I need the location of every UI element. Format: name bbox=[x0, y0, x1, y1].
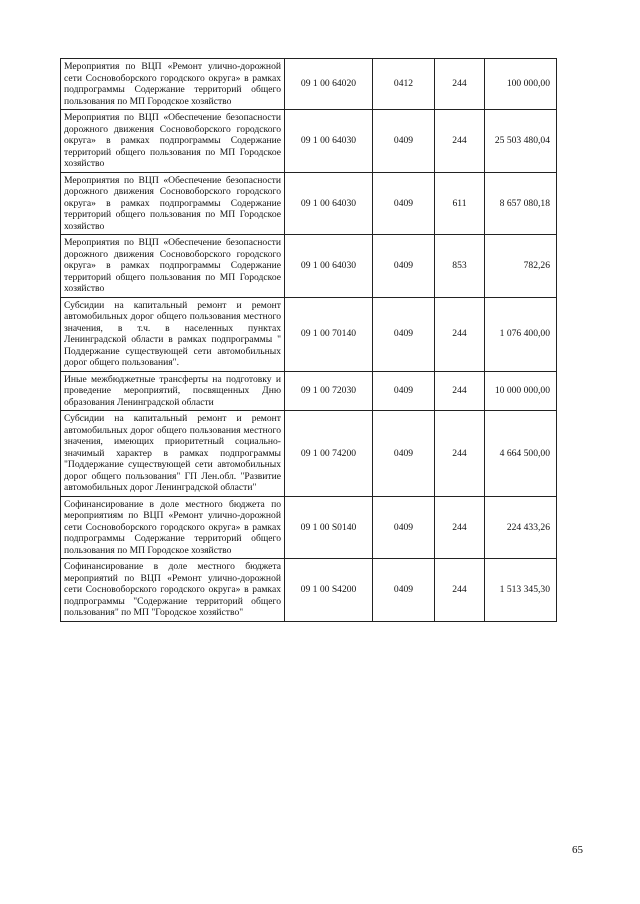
section-code: 0409 bbox=[373, 235, 435, 298]
budget-table bbox=[60, 58, 557, 622]
table-row bbox=[61, 59, 557, 110]
section-code: 0409 bbox=[373, 496, 435, 559]
expense-type-code: 244 bbox=[435, 59, 485, 110]
row-description: Иные межбюджетные трансферты на подготовку и проведение мероприятий, посвященных Дню образования Ленинградской области bbox=[61, 371, 285, 411]
table-row bbox=[61, 559, 557, 622]
target-article-code: 09 1 00 64030 bbox=[285, 235, 373, 298]
row-description: Мероприятия по ВЦП «Обеспечение безопасности дорожного движения Сосновоборского городского округа» в рамках подпрограммы Содержание территорий общего пользования по МП Городское хозяйство bbox=[61, 110, 285, 173]
row-description: Мероприятия по ВЦП «Обеспечение безопасности дорожного движения Сосновоборского городского округа» в рамках подпрограммы Содержание территорий общего пользования по МП Городское хозяйство bbox=[61, 172, 285, 235]
table-row bbox=[61, 110, 557, 173]
amount-value: 224 433,26 bbox=[485, 496, 557, 559]
amount-value: 25 503 480,04 bbox=[485, 110, 557, 173]
target-article-code: 09 1 00 64030 bbox=[285, 110, 373, 173]
table-row bbox=[61, 172, 557, 235]
expense-type-code: 611 bbox=[435, 172, 485, 235]
amount-value: 10 000 000,00 bbox=[485, 371, 557, 411]
table-row bbox=[61, 496, 557, 559]
section-code: 0409 bbox=[373, 110, 435, 173]
expense-type-code: 244 bbox=[435, 496, 485, 559]
expense-type-code: 244 bbox=[435, 371, 485, 411]
row-description: Софинансирование в доле местного бюджета по мероприятиям по ВЦП «Ремонт улично-дорожной сети Сосновоборского городского округа» в рамках подпрограммы Содержание территорий общего пользования по МП Городское хозяйство bbox=[61, 496, 285, 559]
amount-value: 100 000,00 bbox=[485, 59, 557, 110]
expense-type-code: 244 bbox=[435, 297, 485, 371]
target-article-code: 09 1 00 64030 bbox=[285, 172, 373, 235]
table-row bbox=[61, 235, 557, 298]
row-description: Субсидии на капитальный ремонт и ремонт автомобильных дорог общего пользования местного значения, в т.ч. в населенных пунктах Ленинградской области в рамках подпрограммы " Поддержание существующей сети автомобильных дорог общего пользования". bbox=[61, 297, 285, 371]
row-description: Мероприятия по ВЦП «Обеспечение безопасности дорожного движения Сосновоборского городского округа» в рамках подпрограммы Содержание территорий общего пользования по МП Городское хозяйство bbox=[61, 235, 285, 298]
target-article-code: 09 1 00 70140 bbox=[285, 297, 373, 371]
page-number: 65 bbox=[572, 844, 583, 856]
amount-value: 782,26 bbox=[485, 235, 557, 298]
table-row bbox=[61, 411, 557, 497]
expense-type-code: 244 bbox=[435, 110, 485, 173]
target-article-code: 09 1 00 64020 bbox=[285, 59, 373, 110]
section-code: 0409 bbox=[373, 371, 435, 411]
expense-type-code: 244 bbox=[435, 559, 485, 622]
row-description: Мероприятия по ВЦП «Ремонт улично-дорожной сети Сосновоборского городского округа» в рамках подпрограммы Содержание территорий общего пользования по МП Городское хозяйство bbox=[61, 59, 285, 110]
expense-type-code: 853 bbox=[435, 235, 485, 298]
target-article-code: 09 1 00 S4200 bbox=[285, 559, 373, 622]
section-code: 0409 bbox=[373, 411, 435, 497]
target-article-code: 09 1 00 72030 bbox=[285, 371, 373, 411]
amount-value: 1 513 345,30 bbox=[485, 559, 557, 622]
section-code: 0409 bbox=[373, 172, 435, 235]
amount-value: 8 657 080,18 bbox=[485, 172, 557, 235]
row-description: Софинансирование в доле местного бюджета мероприятий по ВЦП «Ремонт улично-дорожной сети Сосновоборского городского округа» в рамках подпрограммы "Содержание территорий общего пользования" по МП "Городское хозяйство" bbox=[61, 559, 285, 622]
amount-value: 1 076 400,00 bbox=[485, 297, 557, 371]
row-description: Субсидии на капитальный ремонт и ремонт автомобильных дорог общего пользования местного значения, имеющих приоритетный социально-значимый характер в рамках подпрограммы "Поддержание существующей сети автомобильных дорог общего пользования" ГП Лен.обл. "Развитие автомобильных дорог Ленинградской области" bbox=[61, 411, 285, 497]
target-article-code: 09 1 00 S0140 bbox=[285, 496, 373, 559]
table-row bbox=[61, 297, 557, 371]
section-code: 0412 bbox=[373, 59, 435, 110]
expense-type-code: 244 bbox=[435, 411, 485, 497]
amount-value: 4 664 500,00 bbox=[485, 411, 557, 497]
section-code: 0409 bbox=[373, 559, 435, 622]
target-article-code: 09 1 00 74200 bbox=[285, 411, 373, 497]
table-row bbox=[61, 371, 557, 411]
section-code: 0409 bbox=[373, 297, 435, 371]
